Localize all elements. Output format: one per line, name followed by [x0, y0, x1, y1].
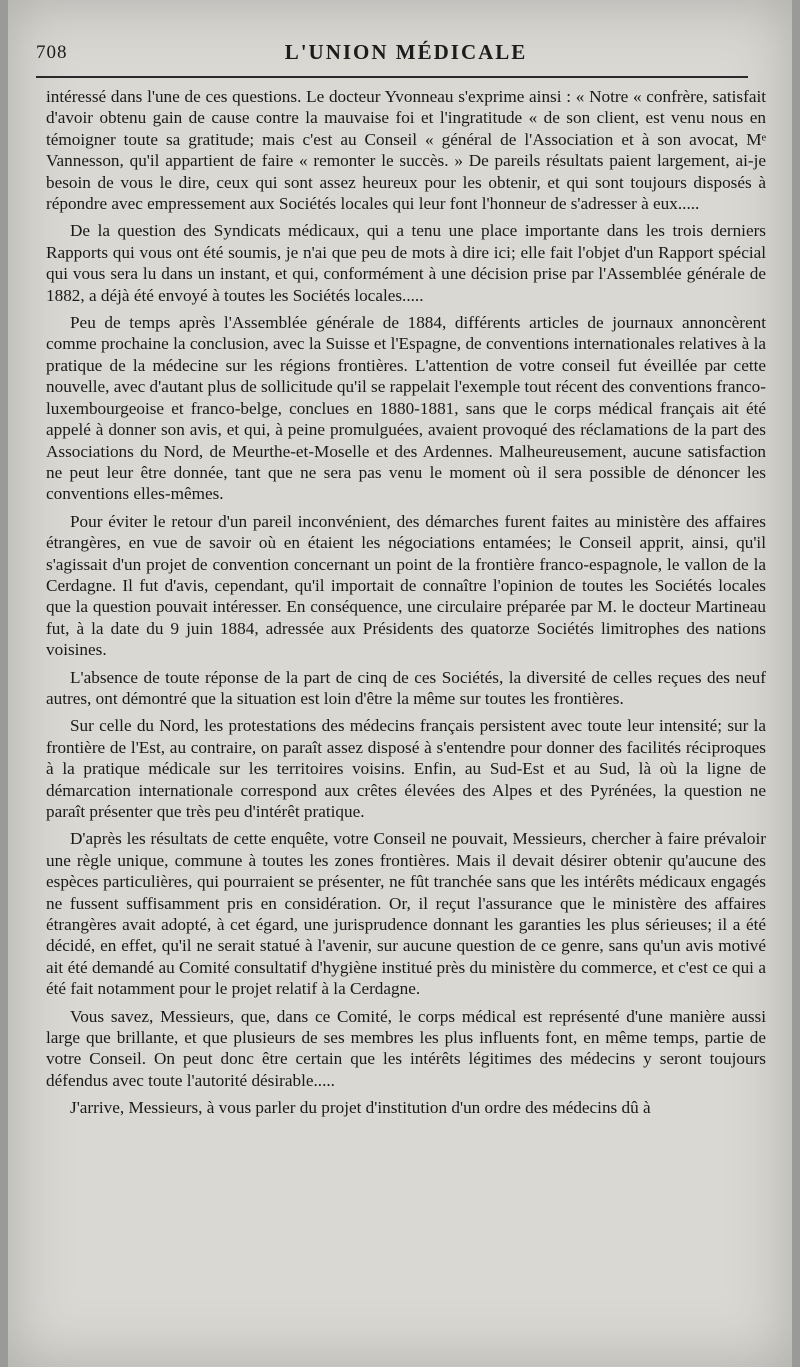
paragraph: J'arrive, Messieurs, à vous parler du projet d'institution d'un ordre des médecins dû à [70, 1098, 651, 1118]
paragraph: D'après les résultats de cette enquête, votre Conseil ne pouvait, Messieurs, chercher à faire prévaloir une règle unique, commune à toutes les zones frontières. Mais il devait désirer obtenir qu'aucune des espèces particulières, qui pourraient se présenter, ne fût tranchée sans que les intérêts médicaux engagés ne fussent suffisamment pris en considération. Or, il reçut l'assurance que le ministère des affaires étrangères avait adopté, à cet égard, une jurisprudence donnant les garanties les plus sérieuses; il a été décidé, en effet, qu'il ne serait statué à l'avenir, sur aucune question de ce genre, sans qu'un avis motivé ait été demandé au Comité consultatif d'hygiène institué près du ministère du commerce, et c'est ce qui a été fait notamment pour le projet relatif à la Cerdagne. [46, 829, 766, 999]
page-number: 708 [36, 42, 68, 63]
paragraph: L'absence de toute réponse de la part de cinq de ces Sociétés, la diversité de celles reçues des neuf autres, ont démontré que la situation est loin d'être la même sur toutes les frontières. [46, 667, 766, 708]
paragraph: intéressé dans l'une de ces questions. Le docteur Yvonneau s'exprime ainsi : « Notre « confrère, satisfait d'avoir obtenu gain de cause contre la mauvaise foi et l'ingratitude « de son client, est venu nous en témoigner toute sa gratitude; mais c'est au Conseil « général de l'Association et à son avocat, Mᵉ Vannesson, qu'il appartient de faire « remonter le succès. » De pareils résultats paient largement, ai-je besoin de vous le dire, ceux qui sont assez heureux pour les obtenir, et qui sont toujours disposés à répondre avec empressement aux Sociétés locales qui leur font l'honneur de s'adresser à eux..... [46, 87, 766, 214]
page-header [36, 38, 776, 66]
body-text [46, 86, 766, 1125]
book-page [8, 0, 792, 1367]
paragraph: Peu de temps après l'Assemblée générale de 1884, différents articles de journaux annoncèrent comme prochaine la conclusion, avec la Suisse et l'Espagne, de conventions internationales relatives à la pratique de la médecine sur les régions frontières. L'attention de votre conseil fut éveillée par cette nouvelle, avec d'autant plus de sollicitude qu'il se rappelait l'exemple tout récent des conventions franco-luxembourgeoise et franco-belge, conclues en 1880-1881, sans que le corps médical français ait été appelé à donner son avis, et qui, à peine promulguées, avaient provoqué des réclamations de la part des Associations du Nord, de Meurthe-et-Moselle et des Ardennes. Malheureusement, aucune satisfaction ne peut leur être donnée, tant que ne sera pas venu le moment où il sera possible de dénoncer les conventions elles-mêmes. [46, 313, 766, 504]
paragraph: Vous savez, Messieurs, que, dans ce Comité, le corps médical est représenté d'une manière aussi large que brillante, et que plusieurs de ses membres les plus influents font, en même temps, partie de votre Conseil. On peut donc être certain que les intérêts légitimes des médecins y seront toujours défendus avec toute l'autorité désirable..... [46, 1006, 766, 1090]
paragraph: Pour éviter le retour d'un pareil inconvénient, des démarches furent faites au ministère des affaires étrangères, en vue de savoir où en étaient les négociations entamées; le Conseil apprit, ainsi, qu'il s'agissait d'un projet de convention concernant un point de la frontière franco-espagnole, le vallon de la Cerdagne. Il fut d'avis, cependant, qu'il importait de connaître l'opinion de toutes les Sociétés locales que la question pouvait intéresser. En conséquence, une circulaire préparée par M. le docteur Martineau fut, à la date du 9 juin 1884, adressée aux Présidents des quatorze Sociétés limitrophes des nations voisines. [46, 511, 766, 660]
header-rule [36, 76, 748, 78]
paragraph: Sur celle du Nord, les protestations des médecins français persistent avec toute leur intensité; sur la frontière de l'Est, au contraire, on paraît assez disposé à s'entendre pour donner des facilités réciproques à la pratique médicale sur les territoires voisins. Enfin, au Sud-Est et au Sud, là où la ligne de démarcation internationale correspond aux crêtes élevées des Alpes et des Pyrénées, la question ne paraît présenter que très peu d'intérêt pratique. [46, 716, 766, 821]
running-title: L'UNION MÉDICALE [284, 40, 528, 64]
paragraph: De la question des Syndicats médicaux, qui a tenu une place importante dans les trois derniers Rapports qui vous ont été soumis, je n'ai que peu de mots à dire ici; elle fait l'objet d'un Rapport spécial qui vous sera lu dans un instant, et qui, conformément à une décision prise par l'Assemblée générale de 1882, a déjà été envoyé à toutes les Sociétés locales..... [46, 221, 766, 305]
